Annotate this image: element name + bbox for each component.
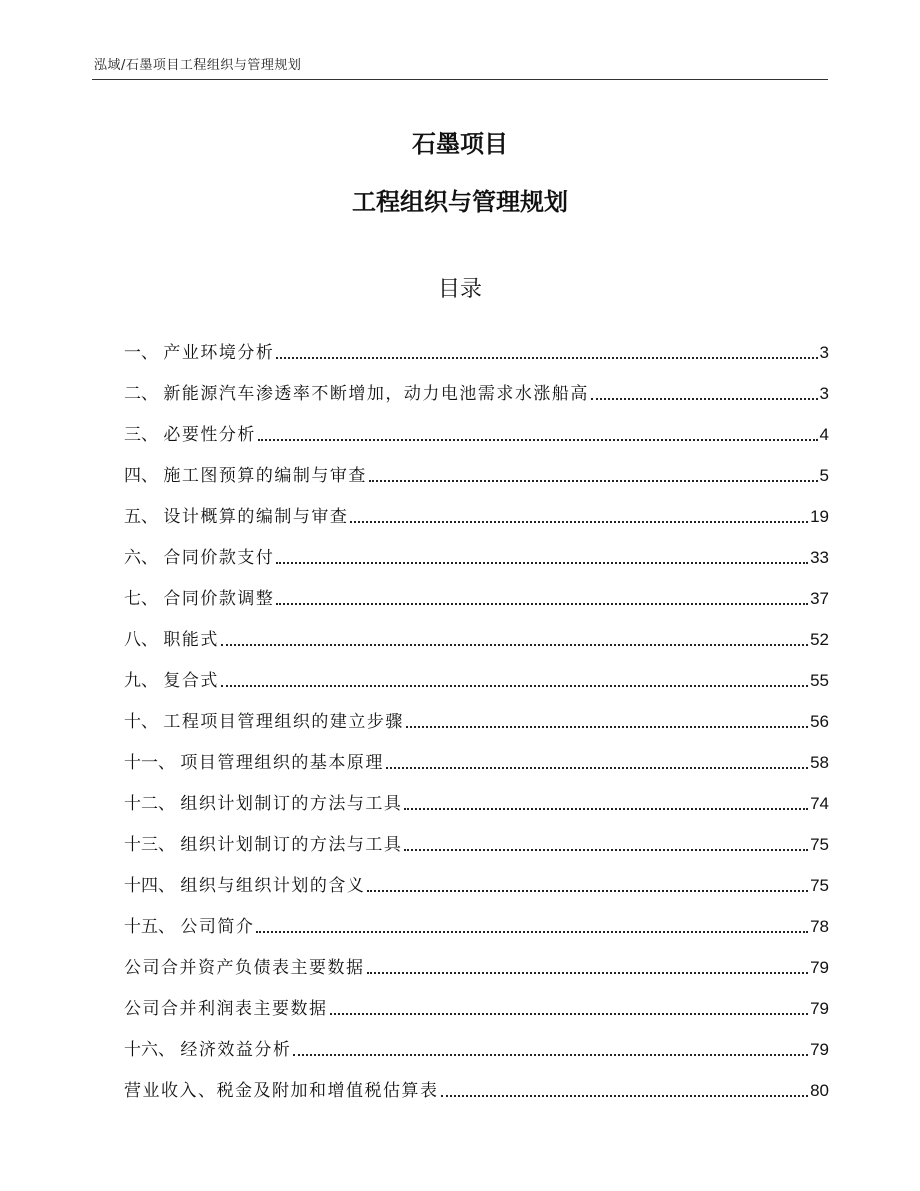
toc-entry-label: 组织计划制订的方法与工具	[180, 794, 403, 814]
toc-entry[interactable]	[124, 979, 829, 1020]
toc-entry[interactable]	[124, 405, 829, 446]
toc-entry[interactable]	[124, 1020, 829, 1061]
toc-entry[interactable]	[124, 446, 829, 487]
document-title-line-1: 石墨项目	[412, 130, 508, 158]
toc-entry-label: 合同价款支付	[163, 548, 275, 568]
toc-entry-label: 组织与组织计划的含义	[180, 876, 366, 896]
toc-entry-page: 3	[819, 384, 829, 403]
toc-entry-page: 52	[810, 630, 829, 649]
toc-dot-leader	[221, 685, 808, 687]
toc-entry[interactable]	[124, 569, 829, 610]
toc-entry-number: 十五、	[124, 917, 181, 937]
toc-entry-page: 33	[810, 548, 829, 567]
toc-entry-number: 二、	[124, 384, 164, 404]
toc-entry-label: 营业收入、税金及附加和增值税估算表	[124, 1081, 439, 1101]
toc-entry-number: 十、	[124, 712, 164, 732]
toc-entry-label: 组织计划制订的方法与工具	[180, 835, 403, 855]
toc-dot-leader	[330, 1013, 809, 1015]
toc-dot-leader	[404, 849, 808, 851]
toc-entry-label: 职能式	[163, 630, 219, 650]
toc-entry-page: 79	[810, 1040, 829, 1059]
toc-entry-page: 78	[810, 917, 829, 936]
toc-entry-number: 十一、	[124, 753, 181, 773]
toc-entry-number: 十四、	[124, 876, 181, 896]
running-header: 泓域/石墨项目工程组织与管理规划	[94, 58, 302, 73]
toc-entry-number: 六、	[124, 548, 164, 568]
toc-entry-number: 八、	[124, 630, 164, 650]
toc-heading: 目录	[437, 277, 482, 302]
toc-entry-page: 55	[810, 671, 829, 690]
toc-entry-page: 56	[810, 712, 829, 731]
toc-entry-page: 3	[819, 343, 829, 362]
toc-entry[interactable]	[124, 487, 829, 528]
toc-entry-label: 经济效益分析	[180, 1040, 292, 1060]
toc-entry-label: 公司简介	[180, 917, 255, 937]
toc-entry-label: 施工图预算的编制与审查	[163, 466, 367, 486]
toc-dot-leader	[404, 808, 808, 810]
toc-dot-leader	[276, 357, 817, 359]
toc-dot-leader	[591, 398, 818, 400]
table-of-contents	[124, 323, 829, 1102]
toc-entry-page: 79	[810, 958, 829, 977]
toc-entry-number: 十六、	[124, 1040, 181, 1060]
toc-entry-number: 一、	[124, 343, 164, 363]
toc-entry-number: 三、	[124, 425, 164, 445]
toc-entry-page: 75	[810, 835, 829, 854]
toc-dot-leader	[256, 931, 808, 933]
toc-entry-label: 产业环境分析	[163, 343, 275, 363]
toc-dot-leader	[221, 644, 808, 646]
toc-entry-label: 项目管理组织的基本原理	[180, 753, 384, 773]
toc-entry[interactable]	[124, 323, 829, 364]
toc-entry[interactable]	[124, 815, 829, 856]
toc-dot-leader	[350, 521, 808, 523]
toc-dot-leader	[367, 890, 808, 892]
toc-entry-label: 新能源汽车渗透率不断增加，动力电池需求水涨船高	[163, 384, 589, 404]
toc-dot-leader	[406, 726, 808, 728]
toc-entry-page: 75	[810, 876, 829, 895]
toc-entry-number: 九、	[124, 671, 164, 691]
toc-entry-label: 合同价款调整	[163, 589, 275, 609]
toc-entry[interactable]	[124, 1061, 829, 1102]
toc-entry-page: 5	[819, 466, 829, 485]
toc-entry-page: 80	[810, 1081, 829, 1100]
toc-dot-leader	[258, 439, 818, 441]
toc-entry-number: 五、	[124, 507, 164, 527]
toc-entry-label: 必要性分析	[163, 425, 256, 445]
toc-entry[interactable]	[124, 651, 829, 692]
toc-dot-leader	[369, 480, 818, 482]
toc-entry-label: 设计概算的编制与审查	[163, 507, 349, 527]
toc-entry[interactable]	[124, 610, 829, 651]
toc-entry[interactable]	[124, 938, 829, 979]
toc-dot-leader	[441, 1095, 809, 1097]
toc-entry-number: 七、	[124, 589, 164, 609]
toc-entry-page: 79	[810, 999, 829, 1018]
toc-entry-label: 公司合并资产负债表主要数据	[124, 958, 365, 978]
toc-entry-number: 四、	[124, 466, 164, 486]
toc-entry-page: 4	[819, 425, 829, 444]
toc-entry-number: 十二、	[124, 794, 181, 814]
toc-dot-leader	[367, 972, 809, 974]
toc-entry-label: 复合式	[163, 671, 219, 691]
toc-entry[interactable]	[124, 774, 829, 815]
toc-dot-leader	[386, 767, 808, 769]
toc-dot-leader	[293, 1054, 808, 1056]
toc-dot-leader	[276, 603, 808, 605]
toc-entry[interactable]	[124, 856, 829, 897]
toc-dot-leader	[276, 562, 808, 564]
header-divider	[92, 79, 828, 80]
toc-entry[interactable]	[124, 733, 829, 774]
toc-entry[interactable]	[124, 528, 829, 569]
toc-entry-number: 十三、	[124, 835, 181, 855]
toc-entry-page: 37	[810, 589, 829, 608]
toc-entry-label: 工程项目管理组织的建立步骤	[163, 712, 404, 732]
document-title-line-2: 工程组织与管理规划	[352, 188, 568, 216]
toc-entry[interactable]	[124, 897, 829, 938]
toc-entry-label: 公司合并利润表主要数据	[124, 999, 328, 1019]
toc-entry-page: 58	[810, 753, 829, 772]
toc-entry[interactable]	[124, 692, 829, 733]
toc-entry-page: 74	[810, 794, 829, 813]
toc-entry-page: 19	[810, 507, 829, 526]
toc-entry[interactable]	[124, 364, 829, 405]
